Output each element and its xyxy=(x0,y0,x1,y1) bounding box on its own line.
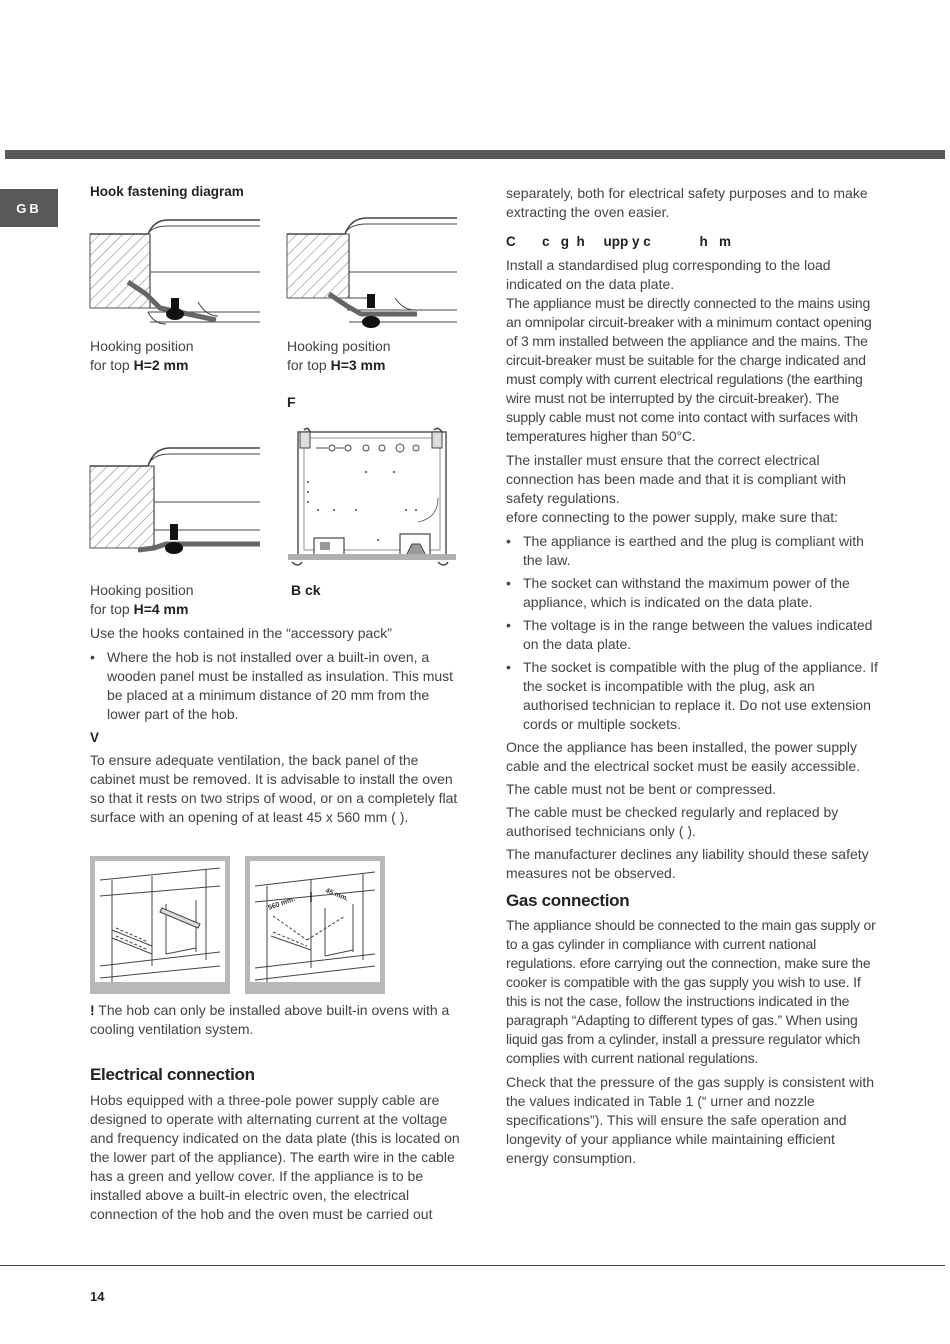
hook3-caption-line1: Hooking position xyxy=(90,582,194,598)
ventilation-diagram-1 xyxy=(90,856,230,994)
breaker-text: The appliance must be directly connected to the mains using an omnipolar circuit-breaker with a minimum contact opening of 3 mm installed between the appliance and the mains. The circuit-breaker must be suitable for the charge indicated and must comply with current electrical regulations (the earthing wire must not be interrupted by the circuit-breaker). The supply cable must not come into contact with surfaces with temperatures higher than 50°C. xyxy=(506,295,872,444)
hook1-caption-prefix: for top xyxy=(90,357,134,373)
ventilation-diagram-2 xyxy=(245,856,385,994)
checked-text: The cable must be checked regularly and replaced by authorised technicians only ( ). xyxy=(506,804,839,839)
hook-diagram-title: Hook fastening diagram xyxy=(90,184,244,199)
hook2-caption xyxy=(287,337,391,375)
dim-560-label: 560 mm. xyxy=(267,895,297,912)
hook3-caption xyxy=(90,581,194,619)
oven-bullet-list xyxy=(90,648,460,724)
warning-body: The hob can only be installed above built-in ovens with a cooling ventilation system. xyxy=(90,1002,450,1037)
bent-text: The cable must not be bent or compressed. xyxy=(506,781,777,797)
safety-bullet: • The socket is compatible with the plug of the appliance. If the socket is incompatible with the plug, ask an authorised technician to replace it. Do not use extension cords or multiple sockets. xyxy=(506,658,881,734)
hook-diagram-h20 xyxy=(88,212,260,330)
back-label: B ck xyxy=(291,582,321,598)
hook-diagram-h40 xyxy=(88,440,260,562)
language-tab xyxy=(0,189,58,227)
oven-bullet: • Where the hob is not installed over a built-in oven, a wooden panel must be installed as insulation. This must be placed at a minimum distance of 20 mm from the lower part of the hob. xyxy=(90,648,460,724)
hook1-caption-line1: Hooking position xyxy=(90,338,194,354)
hooks-note: Use the hooks contained in the “accessory pack” xyxy=(90,625,392,641)
electrical-heading: Electrical connection xyxy=(90,1065,255,1084)
ventilation-text: To ensure adequate ventilation, the back panel of the cabinet must be removed. It is advisable to install the oven so that it rests on two strips of wood, or on a completely flat surface with an opening of at least 45 x 560 mm ( ). xyxy=(90,752,458,825)
hob-underside-diagram xyxy=(288,426,456,570)
hook-diagram-h30 xyxy=(285,212,457,334)
liability-text: The manufacturer declines any liability should these safety measures not be observed. xyxy=(506,846,869,881)
connection-heading: C c g h upp y c h m xyxy=(506,234,732,249)
right-column xyxy=(506,184,881,1168)
hook2-caption-height: H=3 mm xyxy=(330,357,386,373)
safety-bullet: • The socket can withstand the maximum power of the appliance, which is indicated on the data plate. xyxy=(506,574,881,612)
hook2-caption-prefix: for top xyxy=(287,357,331,373)
ventilation-heading: V xyxy=(90,730,100,745)
dim-45-label: 45 mm. xyxy=(324,887,350,903)
warning-text xyxy=(90,1001,460,1039)
footer-rule xyxy=(0,1265,945,1266)
safety-bullet: • The voltage is in the range between the values indicated on the data plate. xyxy=(506,616,881,654)
hook3-caption-height: H=4 mm xyxy=(133,601,189,617)
left-column-bottom xyxy=(90,1001,460,1224)
language-tab-label: GB xyxy=(16,200,42,216)
left-column-lower xyxy=(90,624,460,827)
hook3-caption-prefix: for top xyxy=(90,601,134,617)
header-bar xyxy=(5,150,945,159)
gas-text: The appliance should be connected to the main gas supply or to a gas cylinder in compliance with current national regulations. efore carrying out the connection, make sure the cooker is compatible with the gas supply you wish to use. If this is not the case, follow the instructions indicated in the paragraph “Adapting to different types of gas.” When using liquid gas from a cylinder, install a pressure regulator which complies with current national regulations. xyxy=(506,917,876,1066)
gas-heading: Gas connection xyxy=(506,891,630,910)
hook1-caption-height: H=2 mm xyxy=(133,357,189,373)
separately-text: separately, both for electrical safety purposes and to make extracting the oven easier. xyxy=(506,185,868,220)
hook2-caption-line1: Hooking position xyxy=(287,338,391,354)
page-number: 14 xyxy=(90,1289,105,1304)
safety-bullet: • The appliance is earthed and the plug is compliant with the law. xyxy=(506,532,881,570)
pressure-text: Check that the pressure of the gas supply is consistent with the values indicated in Table 1 (“ urner and nozzle specifications”). This will ensure the safe operation and longevity of your appliance while maintaining efficient energy consumption. xyxy=(506,1074,875,1166)
plug-text: Install a standardised plug corresponding to the load indicated on the data plate. xyxy=(506,257,831,292)
front-label: F xyxy=(287,394,296,410)
electrical-text: Hobs equipped with a three-pole power supply cable are designed to operate with alternating current at the voltage and frequency indicated on the data plate (this is located on the lower part of the appliance). The earth wire in the cable has a green and yellow cover. If the appliance is to be installed above a built-in electric oven, the electrical connection of the hob and the oven must be carried out xyxy=(90,1092,460,1222)
warning-mark: ! xyxy=(90,1002,95,1018)
safety-bullets xyxy=(506,532,881,734)
before-text: efore connecting to the power supply, make sure that: xyxy=(506,509,839,525)
once-text: Once the appliance has been installed, the power supply cable and the electrical socket must be easily accessible. xyxy=(506,739,861,774)
installer-text: The installer must ensure that the correct electrical connection has been made and that it is compliant with safety regulations. xyxy=(506,452,847,506)
hook1-caption xyxy=(90,337,194,375)
